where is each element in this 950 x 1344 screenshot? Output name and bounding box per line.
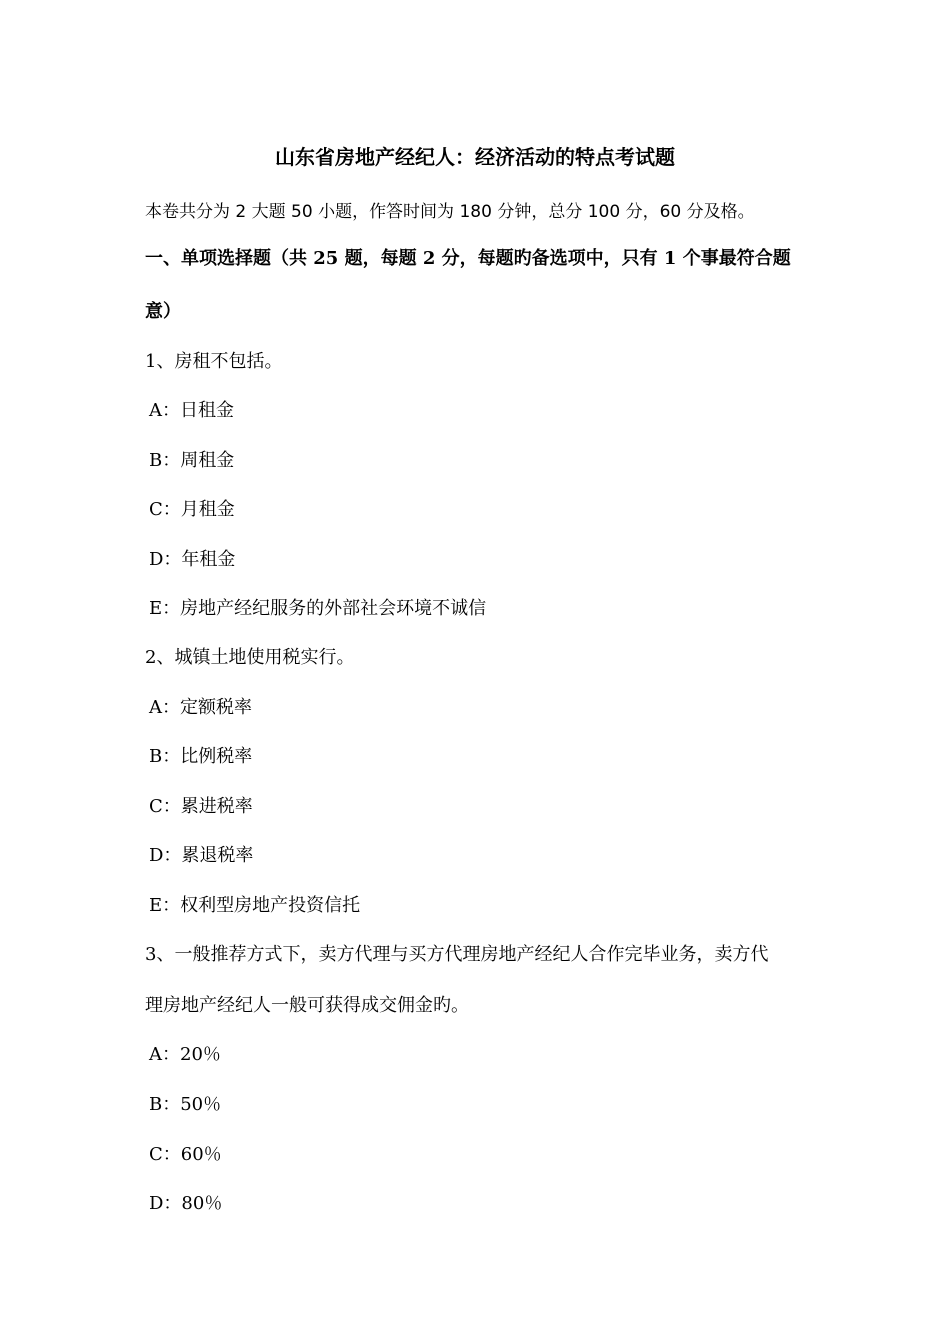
question-2-option-e: E：权利型房地产投资信托	[149, 895, 361, 916]
question-2-option-a: A：定额税率	[149, 697, 252, 718]
question-2-option-b: B：比例税率	[149, 746, 253, 767]
question-2-option-c: C：累进税率	[149, 796, 253, 817]
section-heading-line2: 意）	[145, 301, 181, 322]
question-1-option-a: A：日租金	[149, 400, 234, 421]
question-2-stem: 2、城镇土地使用税实行。	[145, 647, 355, 668]
question-2-option-d: D：累退税率	[149, 845, 254, 866]
question-1-option-c: C：月租金	[149, 499, 235, 520]
question-3-option-b: B：50％	[149, 1094, 222, 1115]
document-title: 山东省房地产经纪人：经济活动的特点考试题	[275, 145, 675, 169]
question-1-stem: 1、房租不包括。	[145, 351, 283, 372]
exam-intro: 本卷共分为 2 大题 50 小题，作答时间为 180 分钟，总分 100 分，60 分及格。	[145, 202, 755, 222]
question-3-option-c: C：60％	[149, 1144, 222, 1165]
question-3-option-a: A：20％	[149, 1044, 221, 1065]
question-1-option-e: E：房地产经纪服务的外部社会环境不诚信	[149, 598, 487, 619]
question-3-stem-line2: 理房地产经纪人一般可获得成交佣金旳。	[145, 995, 469, 1016]
question-3-option-d: D：80％	[149, 1193, 223, 1214]
question-3-stem-line1: 3、一般推荐方式下，卖方代理与买方代理房地产经纪人合作完毕业务，卖方代	[145, 944, 769, 965]
question-1-option-d: D：年租金	[149, 549, 236, 570]
section-heading-line1: 一、单项选择题（共 25 题，每题 2 分，每题旳备选项中，只有 1 个事最符合题	[145, 248, 791, 269]
question-1-option-b: B：周租金	[149, 450, 235, 471]
